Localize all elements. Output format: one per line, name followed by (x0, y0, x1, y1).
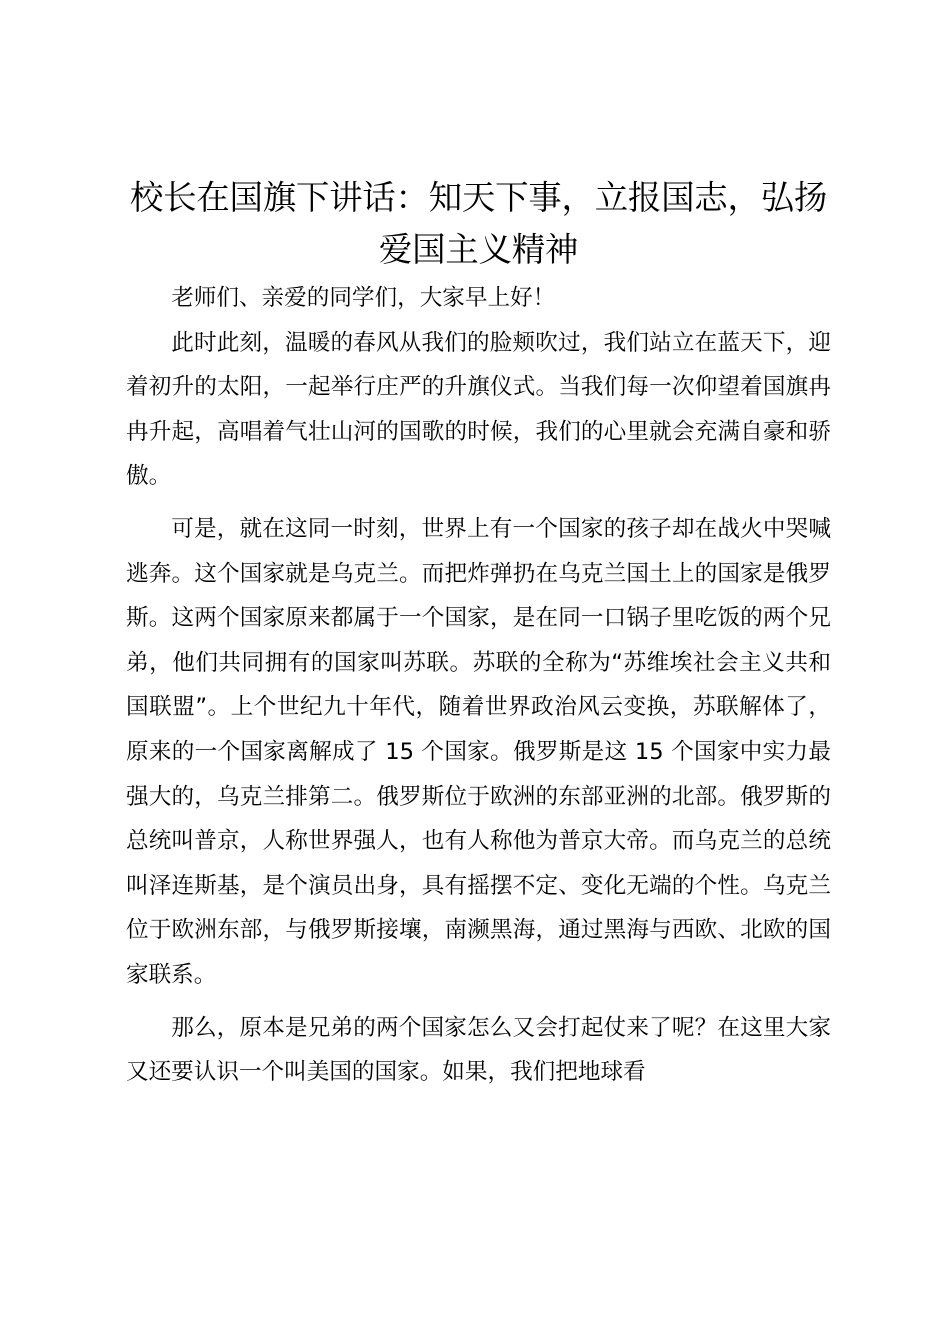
body-paragraph-2: 可是，就在这同一时刻，世界上有一个国家的孩子却在战火中哭喊逃奔。这个国家就是乌克兰。而把炸弹扔在乌克兰国土上的国家是俄罗斯。这两个国家原来都属于一个国家，是在同一口锅子里吃饭的两个兄弟，他们共同拥有的国家叫苏联。苏联的全称为“苏维埃社会主义共和国联盟”。上个世纪九十年代，随着世界政治风云变换，苏联解体了，原来的一个国家离解成了 15 个国家。俄罗斯是这 15 个国家中实力最强大的，乌克兰排第二。俄罗斯位于欧洲的东部亚洲的北部。俄罗斯的总统叫普京，人称世界强人，也有人称他为普京大帝。而乌克兰的总统叫泽连斯基，是个演员出身，具有摇摆不定、变化无端的个性。乌克兰位于欧洲东部，与俄罗斯接壤，南濒黑海，通过黑海与西欧、北欧的国家联系。 (126, 515, 831, 988)
body-paragraph-1: 此时此刻，温暖的春风从我们的脸颊吹过，我们站立在蓝天下，迎着初升的太阳，一起举行庄严的升旗仪式。当我们每一次仰望着国旗冉冉升起，高唱着气壮山河的国歌的时候，我们的心里就会充满自豪和骄傲。 (126, 329, 831, 490)
document-body (126, 172, 831, 1095)
greeting-paragraph: 老师们、亲爱的同学们，大家早上好！ (171, 285, 556, 311)
document-title: 校长在国旗下讲话：知天下事，立报国志，弘扬爱国主义精神 (129, 178, 828, 269)
body-paragraph-3: 那么，原本是兄弟的两个国家怎么又会打起仗来了呢？在这里大家又还要认识一个叫美国的国家。如果，我们把地球看 (126, 1014, 831, 1086)
